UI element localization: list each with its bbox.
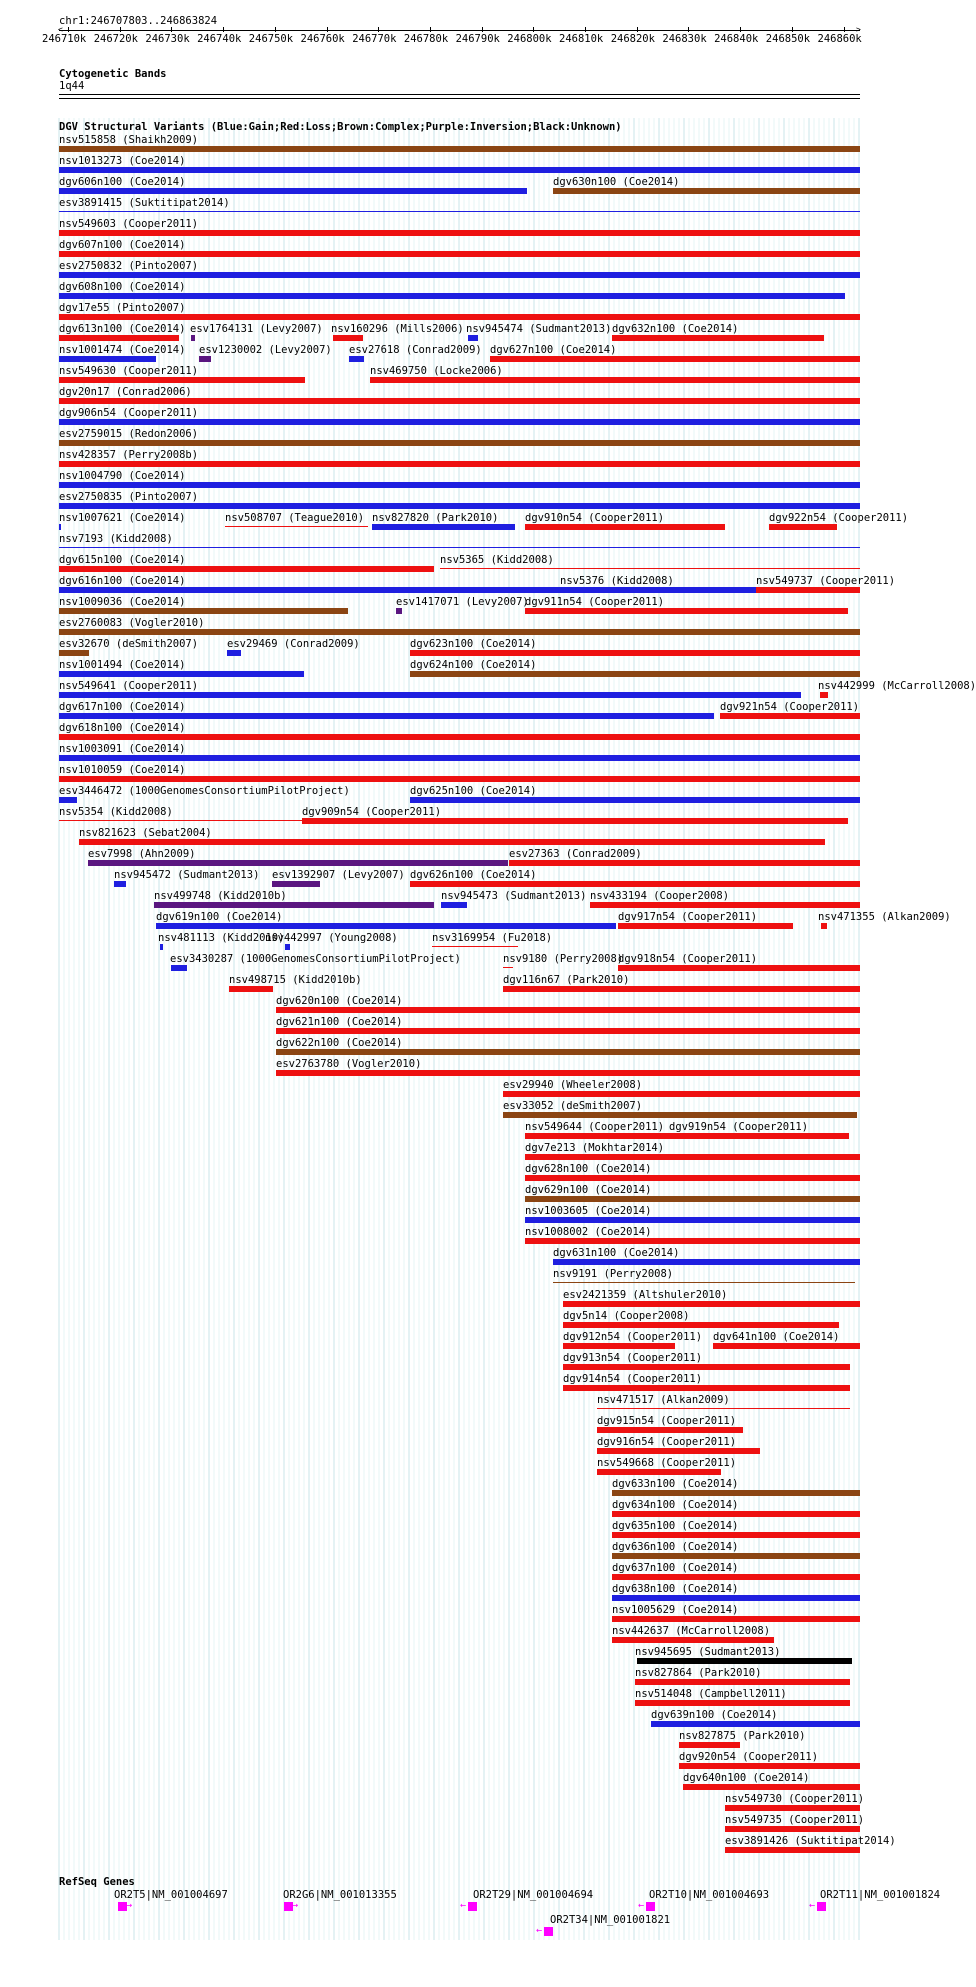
sv-bar[interactable] (590, 902, 860, 908)
sv-bar[interactable] (612, 1595, 860, 1601)
sv-label[interactable]: dgv641n100 (Coe2014) (713, 1331, 840, 1343)
sv-bar[interactable] (525, 1175, 860, 1181)
sv-label[interactable]: dgv635n100 (Coe2014) (612, 1520, 739, 1532)
sv-bar[interactable] (59, 167, 860, 173)
sv-label[interactable]: dgv628n100 (Coe2014) (525, 1163, 652, 1175)
ruler-tick-label: 246820k (610, 33, 655, 45)
sv-bar[interactable] (59, 482, 860, 488)
ruler-tick (378, 27, 379, 32)
sv-label[interactable]: nsv549737 (Cooper2011) (756, 575, 896, 587)
sv-bar[interactable] (396, 608, 402, 614)
sv-label[interactable]: dgv608n100 (Coe2014) (59, 281, 186, 293)
sv-bar[interactable] (59, 820, 304, 821)
sv-bar[interactable] (468, 335, 478, 341)
sv-label[interactable]: esv3891426 (Suktitipat2014) (725, 1835, 896, 1847)
sv-label[interactable]: esv27363 (Conrad2009) (509, 848, 642, 860)
sv-bar[interactable] (154, 902, 434, 908)
sv-bar[interactable] (79, 839, 825, 845)
sv-bar[interactable] (59, 398, 860, 404)
sv-label[interactable]: nsv7193 (Kidd2008) (59, 533, 173, 545)
sv-bar[interactable] (525, 1238, 860, 1244)
sv-label[interactable]: dgv911n54 (Cooper2011) (525, 596, 665, 608)
sv-label[interactable]: dgv606n100 (Coe2014) (59, 176, 186, 188)
sv-label[interactable]: dgv917n54 (Cooper2011) (618, 911, 758, 923)
ruler-tick (68, 27, 69, 32)
ruler-tick-label: 246850k (765, 33, 811, 45)
sv-bar[interactable] (410, 671, 860, 677)
sv-label[interactable]: nsv549730 (Cooper2011) (725, 1793, 865, 1805)
sv-bar[interactable] (563, 1364, 850, 1370)
sv-label[interactable]: nsv1001494 (Coe2014) (59, 659, 186, 671)
sv-label[interactable]: esv2421359 (Altshuler2010) (563, 1289, 728, 1301)
ruler-tick (223, 27, 224, 32)
cytoband-label: 1q44 (59, 80, 85, 92)
sv-label[interactable]: nsv1013273 (Coe2014) (59, 155, 186, 167)
sv-bar[interactable] (432, 946, 518, 947)
sv-bar[interactable] (171, 965, 187, 971)
sv-bar[interactable] (59, 671, 304, 677)
sv-bar[interactable] (525, 608, 848, 614)
strand-reverse-icon: ← (460, 1900, 467, 1911)
ruler-tick (275, 27, 276, 32)
sv-bar[interactable] (59, 629, 860, 635)
sv-bar[interactable] (612, 1511, 860, 1517)
sv-label[interactable]: dgv638n100 (Coe2014) (612, 1583, 739, 1595)
refseq-gene-label[interactable]: OR2G6|NM_001013355 (283, 1889, 397, 1901)
sv-label[interactable]: esv7998 (Ahn2009) (88, 848, 196, 860)
sv-label[interactable]: nsv442637 (McCarroll2008) (612, 1625, 771, 1637)
sv-bar[interactable] (59, 587, 860, 593)
sv-bar[interactable] (683, 1784, 860, 1790)
sv-bar[interactable] (635, 1679, 850, 1685)
sv-label[interactable]: esv29940 (Wheeler2008) (503, 1079, 643, 1091)
sv-label[interactable]: esv1764131 (Levy2007) (190, 323, 323, 335)
sv-label[interactable]: nsv1009036 (Coe2014) (59, 596, 186, 608)
sv-label[interactable]: esv2760083 (Vogler2010) (59, 617, 205, 629)
sv-label[interactable]: nsv1001474 (Coe2014) (59, 344, 186, 356)
sv-label[interactable]: dgv636n100 (Coe2014) (612, 1541, 739, 1553)
sv-label[interactable]: dgv634n100 (Coe2014) (612, 1499, 739, 1511)
refseq-gene-glyph[interactable] (544, 1927, 553, 1936)
sv-label[interactable]: nsv549603 (Cooper2011) (59, 218, 199, 230)
sv-label[interactable]: dgv629n100 (Coe2014) (525, 1184, 652, 1196)
refseq-gene-label[interactable]: OR2T5|NM_001004697 (114, 1889, 228, 1901)
sv-bar[interactable] (59, 230, 860, 236)
sv-label[interactable]: dgv616n100 (Coe2014) (59, 575, 186, 587)
sv-bar[interactable] (553, 1282, 855, 1283)
sv-bar[interactable] (525, 1133, 687, 1139)
sv-label[interactable]: dgv621n100 (Coe2014) (276, 1016, 403, 1028)
sv-label[interactable]: esv29469 (Conrad2009) (227, 638, 360, 650)
sv-label[interactable]: nsv471355 (Alkan2009) (818, 911, 951, 923)
sv-bar[interactable] (612, 1532, 860, 1538)
sv-label[interactable]: esv32670 (deSmith2007) (59, 638, 199, 650)
ruler-tick-label: 246730k (145, 33, 190, 45)
sv-label[interactable]: dgv632n100 (Coe2014) (612, 323, 739, 335)
sv-bar[interactable] (59, 251, 860, 257)
sv-bar[interactable] (59, 524, 61, 530)
sv-bar[interactable] (59, 272, 860, 278)
ruler-tick-label: 246810k (559, 33, 604, 45)
sv-bar[interactable] (59, 440, 860, 446)
sv-label[interactable]: dgv918n54 (Cooper2011) (618, 953, 758, 965)
refseq-gene-glyph[interactable] (817, 1902, 826, 1911)
sv-bar[interactable] (560, 589, 733, 590)
sv-label[interactable]: nsv549668 (Cooper2011) (597, 1457, 737, 1469)
sv-bar[interactable] (333, 335, 363, 341)
sv-label[interactable]: esv1230002 (Levy2007) (199, 344, 332, 356)
sv-bar[interactable] (720, 713, 860, 719)
sv-label[interactable]: dgv920n54 (Cooper2011) (679, 1751, 819, 1763)
sv-bar[interactable] (503, 967, 513, 968)
sv-label[interactable]: dgv624n100 (Coe2014) (410, 659, 537, 671)
sv-bar[interactable] (59, 650, 89, 656)
sv-label[interactable]: dgv17e55 (Pinto2007) (59, 302, 186, 314)
cytoband-title: Cytogenetic Bands (59, 68, 167, 80)
sv-bar[interactable] (59, 713, 714, 719)
sv-bar[interactable] (597, 1469, 721, 1475)
sv-bar[interactable] (59, 692, 801, 698)
sv-label[interactable]: nsv821623 (Sebat2004) (79, 827, 212, 839)
ruler-tick (844, 27, 845, 32)
sv-bar[interactable] (612, 1616, 860, 1622)
sv-bar[interactable] (612, 1553, 860, 1559)
sv-bar[interactable] (59, 377, 305, 383)
sv-label[interactable]: nsv549644 (Cooper2011) (525, 1121, 665, 1133)
sv-bar[interactable] (59, 566, 434, 572)
refseq-gene-label[interactable]: OR2T11|NM_001001824 (820, 1889, 941, 1901)
ruler-tick-label: 246760k (300, 33, 345, 45)
sv-bar[interactable] (276, 1070, 860, 1076)
sv-label[interactable]: nsv471517 (Alkan2009) (597, 1394, 730, 1406)
sv-bar[interactable] (503, 986, 860, 992)
sv-bar[interactable] (59, 608, 348, 614)
sv-bar[interactable] (410, 881, 860, 887)
ruler-tick-label: 246750k (248, 33, 294, 45)
sv-bar[interactable] (597, 1427, 743, 1433)
ruler-tick-label: 246740k (197, 33, 242, 45)
sv-bar[interactable] (272, 881, 320, 887)
sv-label[interactable]: nsv5376 (Kidd2008) (560, 575, 674, 587)
sv-bar[interactable] (59, 335, 179, 341)
sv-label[interactable]: esv1417071 (Levy2007) (396, 596, 529, 608)
sv-label[interactable]: nsv945472 (Sudmant2013) (114, 869, 260, 881)
sv-bar[interactable] (59, 188, 527, 194)
sv-bar[interactable] (612, 1637, 774, 1643)
sv-bar[interactable] (490, 356, 860, 362)
sv-bar[interactable] (229, 986, 273, 992)
sv-label[interactable]: esv33052 (deSmith2007) (503, 1100, 643, 1112)
sv-bar[interactable] (756, 587, 860, 593)
sv-label[interactable]: nsv442997 (Young2008) (265, 932, 398, 944)
sv-label[interactable]: nsv1003091 (Coe2014) (59, 743, 186, 755)
cytoband-divider-top (59, 94, 860, 95)
sv-label[interactable]: dgv914n54 (Cooper2011) (563, 1373, 703, 1385)
refseq-gene-glyph[interactable] (646, 1902, 655, 1911)
sv-bar[interactable] (525, 1196, 860, 1202)
sv-label[interactable]: dgv5n14 (Cooper2008) (563, 1310, 690, 1322)
sv-label[interactable]: nsv498715 (Kidd2010b) (229, 974, 362, 986)
sv-bar[interactable] (59, 293, 845, 299)
sv-label[interactable]: nsv514048 (Campbell2011) (635, 1688, 787, 1700)
sv-label[interactable]: dgv915n54 (Cooper2011) (597, 1415, 737, 1427)
sv-label[interactable]: nsv5354 (Kidd2008) (59, 806, 173, 818)
ruler-tick (637, 27, 638, 32)
sv-bar[interactable] (59, 461, 860, 467)
sv-bar[interactable] (156, 923, 616, 929)
ruler-tick-label: 246800k (507, 33, 552, 45)
sv-bar[interactable] (563, 1385, 850, 1391)
sv-label[interactable]: dgv622n100 (Coe2014) (276, 1037, 403, 1049)
ruler-tick (327, 27, 328, 32)
sv-label[interactable]: dgv620n100 (Coe2014) (276, 995, 403, 1007)
sv-label[interactable]: esv3430287 (1000GenomesConsortiumPilotProject) (170, 953, 461, 965)
refseq-gene-label[interactable]: OR2T29|NM_001004694 (473, 1889, 594, 1901)
sv-bar[interactable] (410, 650, 860, 656)
sv-bar[interactable] (59, 797, 77, 803)
sv-bar[interactable] (503, 1091, 860, 1097)
sv-label[interactable]: nsv499748 (Kidd2010b) (154, 890, 287, 902)
sv-label[interactable]: dgv913n54 (Cooper2011) (563, 1352, 703, 1364)
ruler-arrow-left: < (58, 25, 63, 34)
sv-bar[interactable] (285, 944, 290, 950)
sv-label[interactable]: nsv1010059 (Coe2014) (59, 764, 186, 776)
sv-bar[interactable] (821, 923, 827, 929)
ruler-tick (792, 27, 793, 32)
sv-bar[interactable] (612, 1490, 860, 1496)
sv-label[interactable]: nsv433194 (Cooper2008) (590, 890, 730, 902)
ruler-tick (740, 27, 741, 32)
sv-bar[interactable] (769, 524, 837, 530)
sv-label[interactable]: dgv7e213 (Mokhtar2014) (525, 1142, 665, 1154)
sv-bar[interactable] (276, 1028, 860, 1034)
sv-label[interactable]: nsv1005629 (Coe2014) (612, 1604, 739, 1616)
sv-label[interactable]: nsv481113 (Kidd2010) (158, 932, 285, 944)
sv-bar[interactable] (59, 755, 860, 761)
sv-bar[interactable] (820, 692, 828, 698)
sv-label[interactable]: nsv3169954 (Fu2018) (432, 932, 553, 944)
sv-bar[interactable] (59, 356, 156, 362)
sv-label[interactable]: dgv922n54 (Cooper2011) (769, 512, 909, 524)
sv-label[interactable]: dgv909n54 (Cooper2011) (302, 806, 442, 818)
sv-label[interactable]: esv2750832 (Pinto2007) (59, 260, 199, 272)
sv-label[interactable]: nsv9191 (Perry2008) (553, 1268, 674, 1280)
sv-label[interactable]: nsv1007621 (Coe2014) (59, 512, 186, 524)
sv-bar[interactable] (725, 1847, 860, 1853)
sv-label[interactable]: esv2759015 (Redon2006) (59, 428, 199, 440)
sv-bar[interactable] (276, 1049, 860, 1055)
strand-reverse-icon: ← (809, 1900, 816, 1911)
cytoband-divider-bottom (59, 98, 860, 99)
sv-label[interactable]: dgv921n54 (Cooper2011) (720, 701, 860, 713)
sv-label[interactable]: dgv640n100 (Coe2014) (683, 1772, 810, 1784)
sv-label[interactable]: nsv1008002 (Coe2014) (525, 1226, 652, 1238)
sv-bar[interactable] (225, 526, 368, 527)
strand-reverse-icon: ← (638, 1900, 645, 1911)
sv-bar[interactable] (59, 547, 860, 548)
ruler-arrow-right: > (856, 25, 861, 34)
sv-bar[interactable] (440, 568, 860, 569)
sv-label[interactable]: dgv631n100 (Coe2014) (553, 1247, 680, 1259)
ruler-tick (482, 27, 483, 32)
sv-label[interactable]: dgv919n54 (Cooper2011) (669, 1121, 809, 1133)
sv-label[interactable]: nsv945473 (Sudmant2013) (441, 890, 587, 902)
sv-label[interactable]: dgv116n67 (Park2010) (503, 974, 630, 986)
ruler-tick-label: 246860k (817, 33, 862, 45)
ruler-tick-label: 246790k (455, 33, 500, 45)
sv-label[interactable]: nsv549630 (Cooper2011) (59, 365, 199, 377)
ruler-tick-label: 246720k (93, 33, 138, 45)
sv-label[interactable]: dgv618n100 (Coe2014) (59, 722, 186, 734)
sv-bar[interactable] (618, 965, 860, 971)
sv-bar[interactable] (59, 314, 860, 320)
sv-label[interactable]: dgv912n54 (Cooper2011) (563, 1331, 703, 1343)
sv-label[interactable]: nsv549735 (Cooper2011) (725, 1814, 865, 1826)
sv-bar[interactable] (302, 818, 848, 824)
sv-bar[interactable] (525, 1154, 860, 1160)
sv-bar[interactable] (88, 860, 508, 866)
ruler-tick-label: 246780k (403, 33, 449, 45)
sv-label[interactable]: esv1392907 (Levy2007) (272, 869, 405, 881)
sv-label[interactable]: esv2763780 (Vogler2010) (276, 1058, 422, 1070)
sv-bar[interactable] (59, 503, 860, 509)
sv-bar[interactable] (160, 944, 163, 950)
sv-label[interactable]: nsv827875 (Park2010) (679, 1730, 806, 1742)
sv-label[interactable]: dgv623n100 (Coe2014) (410, 638, 537, 650)
sv-bar[interactable] (114, 881, 126, 887)
strand-forward-icon: → (292, 1900, 299, 1911)
sv-label[interactable]: nsv945474 (Sudmant2013) (466, 323, 612, 335)
sv-bar[interactable] (713, 1343, 860, 1349)
sv-bar[interactable] (441, 902, 467, 908)
sv-bar[interactable] (276, 1007, 860, 1013)
refseq-gene-label[interactable]: OR2T34|NM_001001821 (550, 1914, 671, 1926)
sv-label[interactable]: dgv630n100 (Coe2014) (553, 176, 680, 188)
sv-label[interactable]: esv3891415 (Suktitipat2014) (59, 197, 230, 209)
dgv-track-title: DGV Structural Variants (Blue:Gain;Red:Loss;Brown:Complex;Purple:Inversion;Black:Unknown) (59, 121, 622, 133)
sv-label[interactable]: nsv442999 (McCarroll2008) (818, 680, 976, 692)
sv-label[interactable]: dgv625n100 (Coe2014) (410, 785, 537, 797)
sv-label[interactable]: nsv160296 (Mills2006) (331, 323, 464, 335)
sv-bar[interactable] (503, 1112, 857, 1118)
sv-bar[interactable] (525, 524, 725, 530)
sv-bar[interactable] (612, 335, 824, 341)
sv-label[interactable]: dgv613n100 (Coe2014) (59, 323, 186, 335)
sv-label[interactable]: esv3446472 (1000GenomesConsortiumPilotProject) (59, 785, 350, 797)
sv-bar[interactable] (618, 923, 793, 929)
sv-bar[interactable] (637, 1658, 852, 1664)
ruler-tick-label: 246770k (352, 33, 397, 45)
sv-bar[interactable] (563, 1301, 860, 1307)
sv-bar[interactable] (199, 356, 211, 362)
sv-bar[interactable] (669, 1133, 849, 1139)
sv-label[interactable]: dgv639n100 (Coe2014) (651, 1709, 778, 1721)
sv-bar[interactable] (349, 356, 364, 362)
sv-label[interactable]: esv2750835 (Pinto2007) (59, 491, 199, 503)
sv-bar[interactable] (59, 419, 860, 425)
sv-bar[interactable] (59, 734, 860, 740)
sv-bar[interactable] (679, 1763, 860, 1769)
sv-label[interactable]: nsv827864 (Park2010) (635, 1667, 762, 1679)
refseq-gene-label[interactable]: OR2T10|NM_001004693 (649, 1889, 770, 1901)
sv-bar[interactable] (59, 776, 860, 782)
sv-bar[interactable] (635, 1700, 850, 1706)
sv-bar[interactable] (372, 524, 515, 530)
sv-bar[interactable] (563, 1322, 839, 1328)
sv-label[interactable]: dgv633n100 (Coe2014) (612, 1478, 739, 1490)
sv-label[interactable]: dgv906n54 (Cooper2011) (59, 407, 199, 419)
sv-label[interactable]: nsv1004790 (Coe2014) (59, 470, 186, 482)
sv-label[interactable]: dgv637n100 (Coe2014) (612, 1562, 739, 1574)
sv-bar[interactable] (553, 188, 860, 194)
ruler-tick (585, 27, 586, 32)
sv-bar[interactable] (725, 1805, 860, 1811)
sv-bar[interactable] (597, 1448, 760, 1454)
ruler-tick (533, 27, 534, 32)
sv-label[interactable]: nsv549641 (Cooper2011) (59, 680, 199, 692)
sv-label[interactable]: dgv619n100 (Coe2014) (156, 911, 283, 923)
sv-bar[interactable] (370, 377, 860, 383)
strand-forward-icon: → (126, 1900, 133, 1911)
sv-bar[interactable] (59, 211, 860, 212)
sv-bar[interactable] (725, 1826, 860, 1832)
ruler-tick (688, 27, 689, 32)
position-label: chr1:246707803..246863824 (59, 15, 218, 27)
sv-label[interactable]: nsv515858 (Shaikh2009) (59, 134, 199, 146)
sv-bar[interactable] (191, 335, 195, 341)
sv-label[interactable]: dgv626n100 (Coe2014) (410, 869, 537, 881)
sv-bar[interactable] (59, 146, 860, 152)
sv-label[interactable]: nsv469750 (Locke2006) (370, 365, 503, 377)
sv-label[interactable]: nsv9180 (Perry2008) (503, 953, 624, 965)
refseq-gene-glyph[interactable] (468, 1902, 477, 1911)
sv-label[interactable]: nsv945695 (Sudmant2013) (635, 1646, 781, 1658)
sv-label[interactable]: dgv607n100 (Coe2014) (59, 239, 186, 251)
ruler-tick-label: 246830k (662, 33, 707, 45)
sv-bar[interactable] (525, 1217, 860, 1223)
ruler-tick (171, 27, 172, 32)
ruler-tick-label: 246840k (714, 33, 759, 45)
sv-bar[interactable] (227, 650, 241, 656)
sv-label[interactable]: nsv428357 (Perry2008b) (59, 449, 199, 461)
sv-label[interactable]: dgv916n54 (Cooper2011) (597, 1436, 737, 1448)
refseq-track-title: RefSeq Genes (59, 1876, 135, 1888)
sv-label[interactable]: dgv615n100 (Coe2014) (59, 554, 186, 566)
sv-label[interactable]: dgv20n17 (Conrad2006) (59, 386, 192, 398)
sv-label[interactable]: nsv1003605 (Coe2014) (525, 1205, 652, 1217)
sv-label[interactable]: nsv5365 (Kidd2008) (440, 554, 554, 566)
sv-bar[interactable] (651, 1721, 860, 1727)
sv-bar[interactable] (679, 1742, 740, 1748)
strand-reverse-icon: ← (536, 1925, 543, 1936)
sv-label[interactable]: dgv910n54 (Cooper2011) (525, 512, 665, 524)
sv-label[interactable]: nsv508707 (Teague2010) (225, 512, 365, 524)
ruler-tick (120, 27, 121, 32)
sv-label[interactable]: nsv827820 (Park2010) (372, 512, 499, 524)
sv-bar[interactable] (563, 1343, 675, 1349)
sv-bar[interactable] (612, 1574, 860, 1580)
ruler-tick (430, 27, 431, 32)
ruler-tick-label: 246710k (42, 33, 87, 45)
sv-label[interactable]: dgv617n100 (Coe2014) (59, 701, 186, 713)
sv-bar[interactable] (597, 1408, 850, 1409)
sv-bar[interactable] (410, 797, 860, 803)
sv-label[interactable]: dgv627n100 (Coe2014) (490, 344, 617, 356)
sv-label[interactable]: esv27618 (Conrad2009) (349, 344, 482, 356)
sv-bar[interactable] (509, 860, 860, 866)
sv-bar[interactable] (553, 1259, 860, 1265)
